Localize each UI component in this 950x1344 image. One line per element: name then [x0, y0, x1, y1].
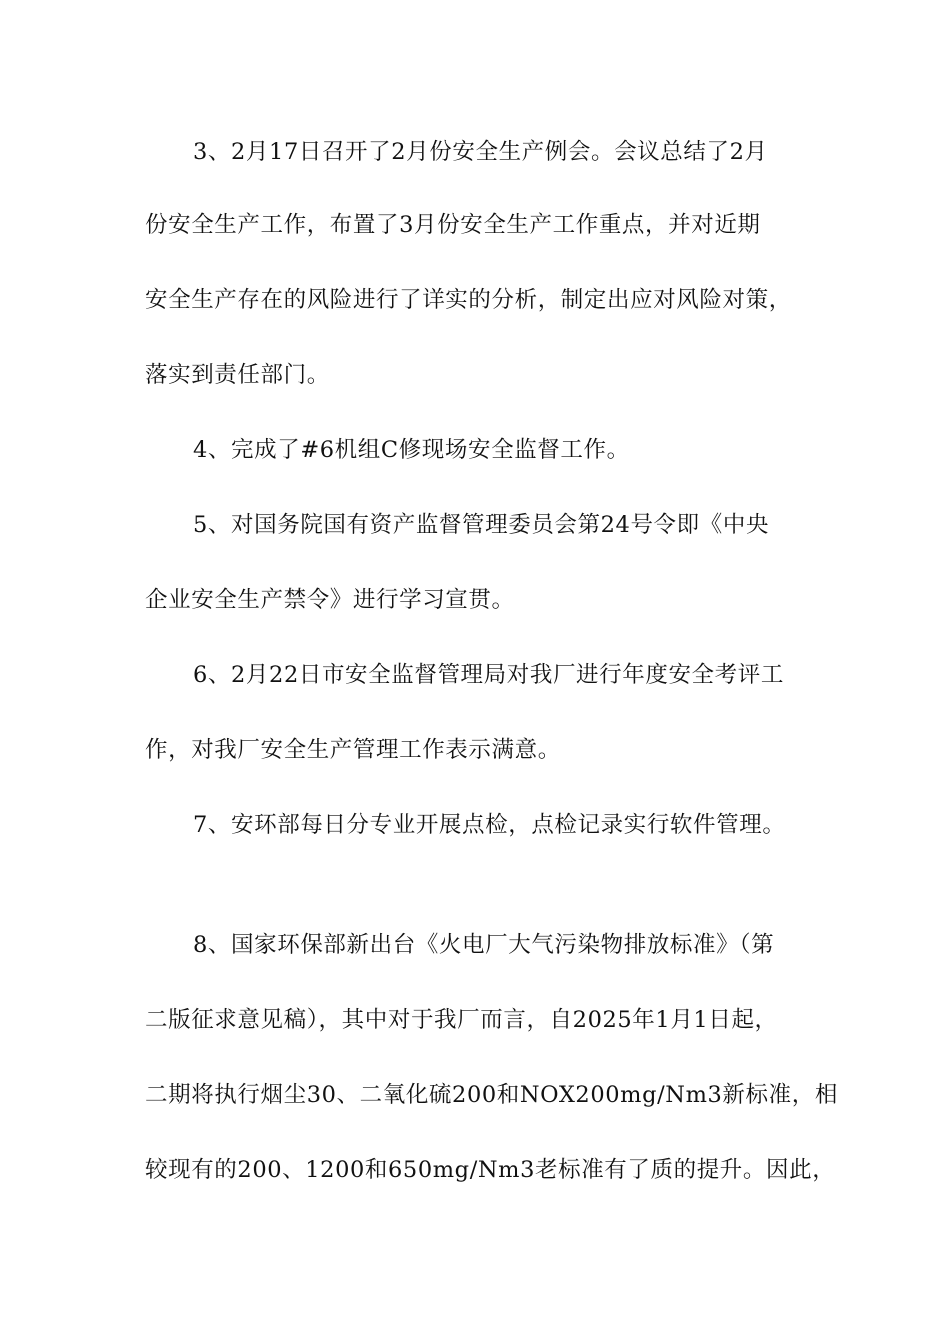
paragraph-5-line-1: 5、对国务院国有资产监督管理委员会第24号令即《中央: [193, 512, 770, 538]
paragraph-3-line-3: 安全生产存在的风险进行了详实的分析，制定出应对风险对策，: [145, 287, 792, 313]
paragraph-6-line-2: 作，对我厂安全生产管理工作表示满意。: [145, 737, 561, 763]
paragraph-8-line-1: 8、国家环保部新出台《火电厂大气污染物排放标准》（第: [193, 932, 775, 958]
paragraph-6-line-1: 6、2月22日市安全监督管理局对我厂进行年度安全考评工: [193, 662, 784, 688]
paragraph-3-line-2: 份安全生产工作，布置了3月份安全生产工作重点，并对近期: [145, 212, 761, 238]
paragraph-8-line-4: 较现有的200、1200和650mg/Nm3老标准有了质的提升。因此，: [145, 1157, 836, 1183]
paragraph-3-line-1: 3、2月17日召开了2月份安全生产例会。会议总结了2月: [193, 139, 768, 165]
paragraph-3-line-4: 落实到责任部门。: [145, 362, 330, 388]
paragraph-8-line-2: 二版征求意见稿），其中对于我厂而言，自2025年1月1日起，: [145, 1007, 778, 1033]
paragraph-7-line-1: 7、安环部每日分专业开展点检，点检记录实行软件管理。: [193, 812, 786, 838]
paragraph-4-line-1: 4、完成了#6机组C修现场安全监督工作。: [193, 437, 630, 463]
paragraph-8-line-3: 二期将执行烟尘30、二氧化硫200和NOX200mg/Nm3新标准，相: [145, 1082, 838, 1108]
paragraph-5-line-2: 企业安全生产禁令》进行学习宣贯。: [145, 587, 515, 613]
